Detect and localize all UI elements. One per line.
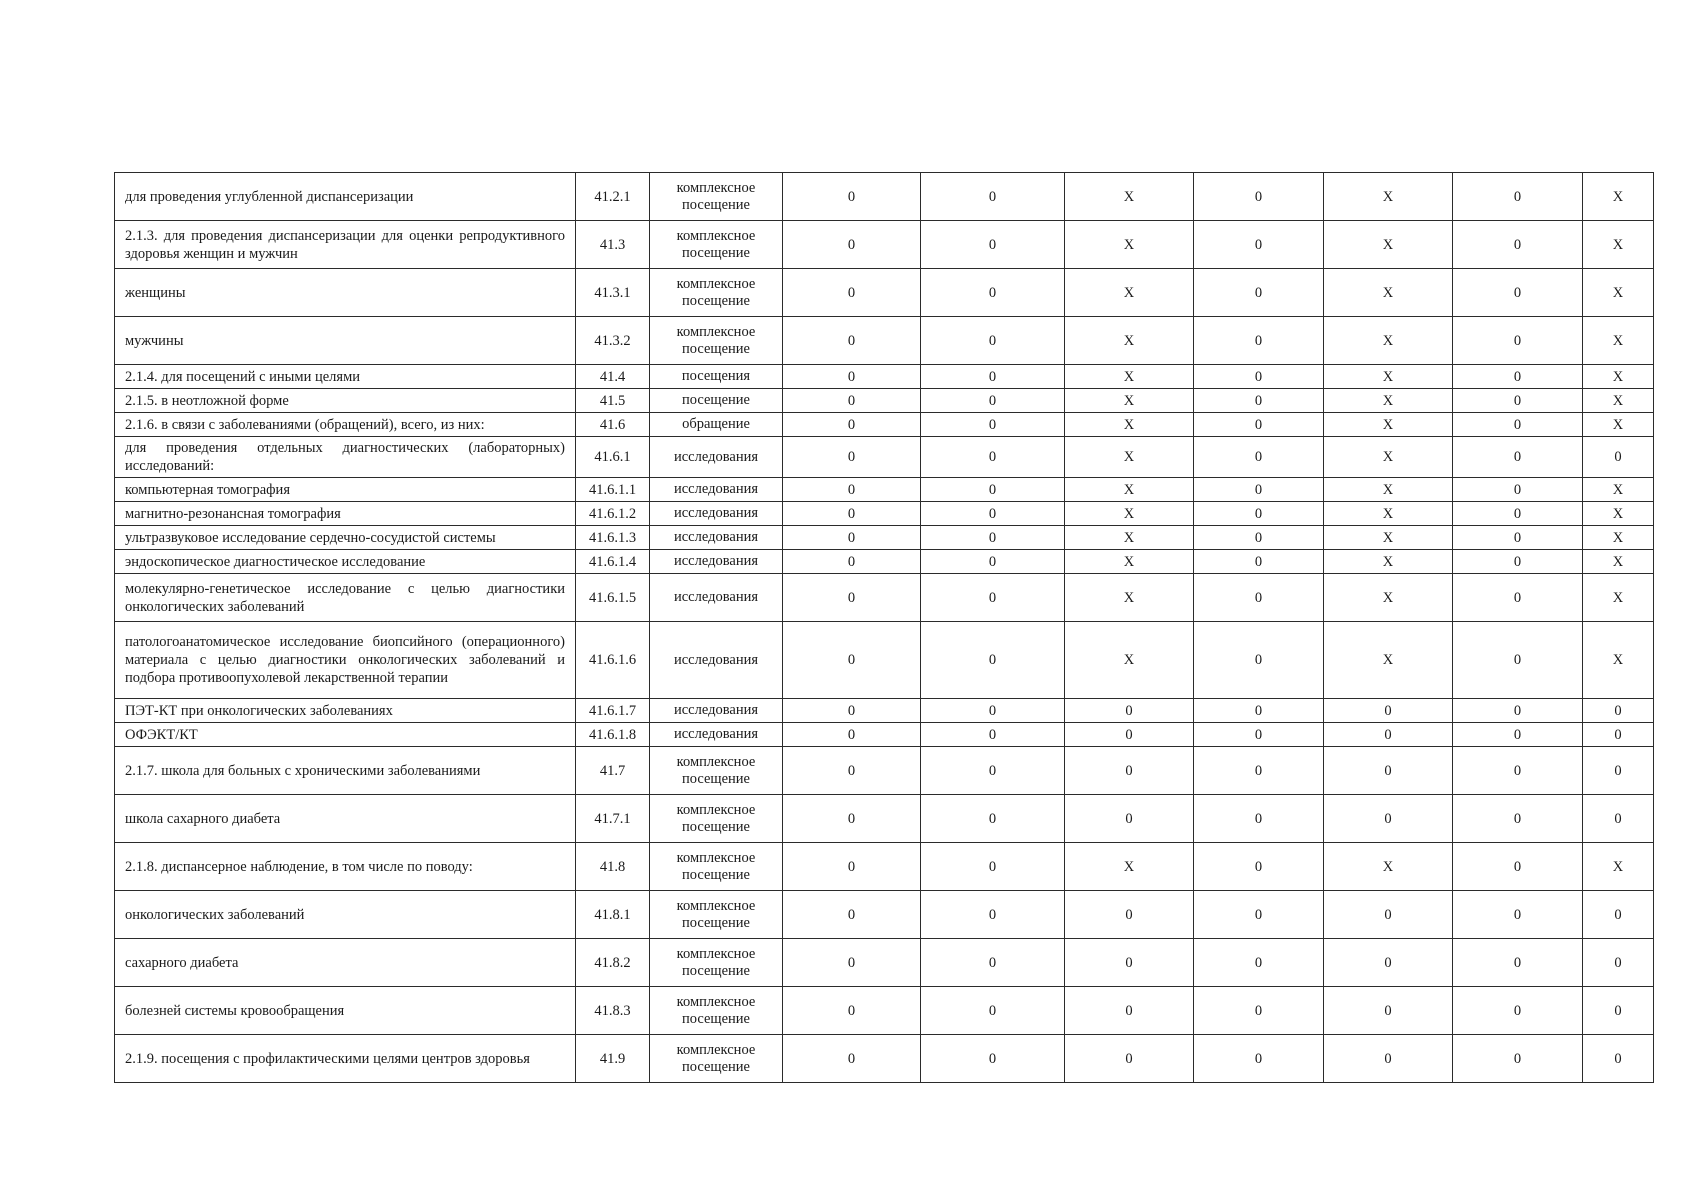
row-code-cell: 41.6.1.8 (576, 723, 650, 747)
row-unit-cell: посещения (650, 365, 783, 389)
row-value-cell: 0 (1453, 365, 1583, 389)
row-unit-cell: комплексное посещение (650, 843, 783, 891)
row-name-cell: компьютерная томография (115, 478, 576, 502)
row-value-cell: X (1065, 365, 1194, 389)
row-value-cell: 0 (783, 173, 921, 221)
table-row (115, 526, 1654, 550)
row-value-cell: 0 (1324, 747, 1453, 795)
row-name-cell: ОФЭКТ/КТ (115, 723, 576, 747)
row-code-cell: 41.6.1.7 (576, 699, 650, 723)
row-unit-cell: комплексное посещение (650, 891, 783, 939)
row-value-cell: X (1583, 173, 1654, 221)
row-value-cell: X (1583, 269, 1654, 317)
row-value-cell: 0 (1194, 478, 1324, 502)
data-table (114, 172, 1654, 1083)
row-value-cell: 0 (1453, 437, 1583, 478)
row-value-cell: 0 (1194, 221, 1324, 269)
row-value-cell: 0 (921, 502, 1065, 526)
row-value-cell: 0 (1324, 1035, 1453, 1083)
row-value-cell: X (1065, 389, 1194, 413)
row-value-cell: 0 (921, 987, 1065, 1035)
row-value-cell: 0 (1194, 550, 1324, 574)
row-value-cell: X (1583, 365, 1654, 389)
table-row (115, 317, 1654, 365)
row-code-cell: 41.8.3 (576, 987, 650, 1035)
row-value-cell: X (1324, 437, 1453, 478)
row-value-cell: 0 (1453, 502, 1583, 526)
row-value-cell: X (1065, 574, 1194, 622)
row-name-cell: 2.1.8. диспансерное наблюдение, в том числе по поводу: (115, 843, 576, 891)
row-code-cell: 41.9 (576, 1035, 650, 1083)
row-unit-cell: исследования (650, 723, 783, 747)
row-value-cell: 0 (783, 795, 921, 843)
row-value-cell: 0 (783, 317, 921, 365)
table-row (115, 747, 1654, 795)
row-value-cell: 0 (921, 891, 1065, 939)
row-value-cell: 0 (1453, 939, 1583, 987)
row-value-cell: X (1324, 622, 1453, 699)
row-value-cell: 0 (1194, 502, 1324, 526)
row-unit-cell: комплексное посещение (650, 221, 783, 269)
row-value-cell: 0 (921, 939, 1065, 987)
row-value-cell: 0 (1194, 269, 1324, 317)
row-code-cell: 41.3.2 (576, 317, 650, 365)
row-value-cell: 0 (1065, 795, 1194, 843)
row-code-cell: 41.8.2 (576, 939, 650, 987)
row-value-cell: 0 (1453, 1035, 1583, 1083)
row-value-cell: 0 (921, 723, 1065, 747)
table-row (115, 413, 1654, 437)
row-name-cell: ПЭТ-КТ при онкологических заболеваниях (115, 699, 576, 723)
row-value-cell: 0 (1453, 526, 1583, 550)
table-row (115, 723, 1654, 747)
row-value-cell: 0 (921, 437, 1065, 478)
row-name-cell: 2.1.7. школа для больных с хроническими заболеваниями (115, 747, 576, 795)
row-name-cell: магнитно-резонансная томография (115, 502, 576, 526)
row-value-cell: 0 (1194, 939, 1324, 987)
row-value-cell: X (1583, 317, 1654, 365)
row-value-cell: 0 (783, 550, 921, 574)
row-name-cell: ультразвуковое исследование сердечно-сосудистой системы (115, 526, 576, 550)
row-value-cell: 0 (1583, 747, 1654, 795)
row-unit-cell: исследования (650, 526, 783, 550)
row-name-cell: 2.1.6. в связи с заболеваниями (обращений), всего, из них: (115, 413, 576, 437)
row-value-cell: 0 (921, 550, 1065, 574)
row-unit-cell: комплексное посещение (650, 317, 783, 365)
row-value-cell: 0 (783, 269, 921, 317)
row-value-cell: 0 (1194, 526, 1324, 550)
row-value-cell: X (1324, 550, 1453, 574)
row-value-cell: X (1065, 173, 1194, 221)
row-value-cell: X (1583, 843, 1654, 891)
row-value-cell: 0 (1453, 389, 1583, 413)
row-value-cell: 0 (783, 221, 921, 269)
row-value-cell: 0 (1453, 550, 1583, 574)
row-value-cell: X (1065, 843, 1194, 891)
row-value-cell: 0 (921, 622, 1065, 699)
row-value-cell: 0 (783, 747, 921, 795)
row-value-cell: 0 (783, 699, 921, 723)
row-code-cell: 41.8.1 (576, 891, 650, 939)
row-value-cell: X (1065, 317, 1194, 365)
table-row (115, 437, 1654, 478)
row-value-cell: 0 (1324, 795, 1453, 843)
table-row (115, 502, 1654, 526)
row-code-cell: 41.7 (576, 747, 650, 795)
row-value-cell: 0 (1194, 317, 1324, 365)
row-value-cell: X (1065, 526, 1194, 550)
row-value-cell: X (1324, 269, 1453, 317)
row-value-cell: 0 (1194, 437, 1324, 478)
table-row (115, 221, 1654, 269)
row-unit-cell: обращение (650, 413, 783, 437)
row-value-cell: 0 (921, 843, 1065, 891)
row-unit-cell: комплексное посещение (650, 939, 783, 987)
row-value-cell: 0 (1583, 891, 1654, 939)
row-value-cell: 0 (1453, 987, 1583, 1035)
row-value-cell: 0 (921, 317, 1065, 365)
row-value-cell: 0 (921, 526, 1065, 550)
row-unit-cell: исследования (650, 550, 783, 574)
table-row (115, 574, 1654, 622)
table-row (115, 478, 1654, 502)
row-name-cell: 2.1.9. посещения с профилактическими целями центров здоровья (115, 1035, 576, 1083)
row-value-cell: 0 (1065, 1035, 1194, 1083)
table-row (115, 389, 1654, 413)
row-value-cell: 0 (1583, 795, 1654, 843)
row-unit-cell: исследования (650, 437, 783, 478)
row-value-cell: X (1065, 550, 1194, 574)
row-name-cell: для проведения углубленной диспансеризации (115, 173, 576, 221)
row-name-cell: школа сахарного диабета (115, 795, 576, 843)
row-value-cell: 0 (1453, 317, 1583, 365)
row-value-cell: 0 (783, 365, 921, 389)
row-value-cell: 0 (1453, 843, 1583, 891)
table-row (115, 1035, 1654, 1083)
table-row (115, 699, 1654, 723)
table-row (115, 173, 1654, 221)
row-code-cell: 41.8 (576, 843, 650, 891)
table-row (115, 365, 1654, 389)
row-code-cell: 41.2.1 (576, 173, 650, 221)
row-value-cell: 0 (1583, 939, 1654, 987)
table-row (115, 891, 1654, 939)
table-row (115, 622, 1654, 699)
row-value-cell: 0 (1194, 891, 1324, 939)
row-value-cell: X (1324, 317, 1453, 365)
row-value-cell: 0 (1324, 723, 1453, 747)
table-row (115, 939, 1654, 987)
row-value-cell: X (1065, 437, 1194, 478)
row-value-cell: 0 (921, 1035, 1065, 1083)
row-value-cell: X (1065, 221, 1194, 269)
row-value-cell: 0 (921, 389, 1065, 413)
row-unit-cell: исследования (650, 502, 783, 526)
row-value-cell: 0 (783, 437, 921, 478)
row-value-cell: 0 (921, 478, 1065, 502)
row-value-cell: 0 (1194, 843, 1324, 891)
row-value-cell: 0 (1194, 622, 1324, 699)
row-code-cell: 41.6 (576, 413, 650, 437)
row-value-cell: 0 (1453, 574, 1583, 622)
row-value-cell: X (1324, 413, 1453, 437)
row-value-cell: 0 (1194, 413, 1324, 437)
row-value-cell: 0 (1583, 1035, 1654, 1083)
row-value-cell: X (1324, 221, 1453, 269)
row-unit-cell: посещение (650, 389, 783, 413)
row-value-cell: 0 (1453, 891, 1583, 939)
row-value-cell: X (1583, 478, 1654, 502)
row-value-cell: X (1583, 550, 1654, 574)
row-value-cell: X (1583, 502, 1654, 526)
row-code-cell: 41.4 (576, 365, 650, 389)
row-value-cell: 0 (1583, 723, 1654, 747)
row-value-cell: X (1065, 502, 1194, 526)
row-value-cell: 0 (1453, 795, 1583, 843)
row-name-cell: мужчины (115, 317, 576, 365)
row-code-cell: 41.7.1 (576, 795, 650, 843)
row-code-cell: 41.6.1.2 (576, 502, 650, 526)
row-value-cell: 0 (921, 173, 1065, 221)
row-value-cell: 0 (1453, 413, 1583, 437)
row-value-cell: X (1583, 413, 1654, 437)
row-value-cell: 0 (783, 723, 921, 747)
row-code-cell: 41.6.1.1 (576, 478, 650, 502)
row-code-cell: 41.6.1.6 (576, 622, 650, 699)
row-value-cell: 0 (1324, 939, 1453, 987)
row-value-cell: 0 (1065, 891, 1194, 939)
row-unit-cell: комплексное посещение (650, 173, 783, 221)
row-value-cell: 0 (1453, 269, 1583, 317)
row-unit-cell: исследования (650, 574, 783, 622)
row-name-cell: женщины (115, 269, 576, 317)
row-unit-cell: комплексное посещение (650, 269, 783, 317)
row-value-cell: 0 (1065, 939, 1194, 987)
table-row (115, 987, 1654, 1035)
row-value-cell: X (1583, 622, 1654, 699)
row-value-cell: X (1324, 502, 1453, 526)
row-unit-cell: комплексное посещение (650, 987, 783, 1035)
row-value-cell: 0 (921, 221, 1065, 269)
row-value-cell: 0 (921, 574, 1065, 622)
row-value-cell: 0 (921, 413, 1065, 437)
row-value-cell: 0 (1194, 699, 1324, 723)
row-code-cell: 41.6.1.3 (576, 526, 650, 550)
row-code-cell: 41.3.1 (576, 269, 650, 317)
row-value-cell: 0 (783, 478, 921, 502)
row-name-cell: онкологических заболеваний (115, 891, 576, 939)
table-row (115, 843, 1654, 891)
row-value-cell: 0 (1453, 723, 1583, 747)
row-value-cell: X (1065, 478, 1194, 502)
row-value-cell: 0 (1065, 987, 1194, 1035)
row-name-cell: 2.1.4. для посещений с иными целями (115, 365, 576, 389)
row-name-cell: эндоскопическое диагностическое исследование (115, 550, 576, 574)
row-value-cell: X (1324, 389, 1453, 413)
row-value-cell: 0 (921, 747, 1065, 795)
row-unit-cell: комплексное посещение (650, 795, 783, 843)
row-value-cell: 0 (1194, 795, 1324, 843)
row-value-cell: 0 (1194, 574, 1324, 622)
row-value-cell: 0 (783, 502, 921, 526)
row-value-cell: 0 (783, 622, 921, 699)
row-value-cell: 0 (921, 795, 1065, 843)
row-value-cell: 0 (1453, 173, 1583, 221)
row-unit-cell: исследования (650, 699, 783, 723)
row-unit-cell: исследования (650, 622, 783, 699)
row-name-cell: молекулярно-генетическое исследование с целью диагностики онкологических заболеваний (115, 574, 576, 622)
row-value-cell: 0 (1324, 987, 1453, 1035)
row-value-cell: 0 (783, 389, 921, 413)
row-value-cell: 0 (783, 891, 921, 939)
row-value-cell: 0 (1194, 365, 1324, 389)
row-name-cell: 2.1.5. в неотложной форме (115, 389, 576, 413)
row-unit-cell: исследования (650, 478, 783, 502)
row-value-cell: X (1583, 526, 1654, 550)
row-value-cell: 0 (783, 987, 921, 1035)
row-value-cell: X (1324, 526, 1453, 550)
row-value-cell: 0 (783, 526, 921, 550)
row-value-cell: 0 (1324, 699, 1453, 723)
row-value-cell: 0 (921, 699, 1065, 723)
row-unit-cell: комплексное посещение (650, 1035, 783, 1083)
row-value-cell: 0 (1194, 723, 1324, 747)
row-value-cell: 0 (1194, 987, 1324, 1035)
row-value-cell: 0 (1065, 723, 1194, 747)
row-value-cell: 0 (1583, 987, 1654, 1035)
row-value-cell: 0 (1194, 389, 1324, 413)
table-body (115, 173, 1654, 1083)
row-value-cell: X (1324, 574, 1453, 622)
row-name-cell: для проведения отдельных диагностических (лабораторных) исследований: (115, 437, 576, 478)
row-value-cell: 0 (1194, 1035, 1324, 1083)
row-value-cell: 0 (1453, 699, 1583, 723)
row-value-cell: X (1065, 269, 1194, 317)
row-name-cell: 2.1.3. для проведения диспансеризации для оценки репродуктивного здоровья женщин и мужчин (115, 221, 576, 269)
row-value-cell: 0 (1453, 221, 1583, 269)
row-value-cell: 0 (783, 939, 921, 987)
row-code-cell: 41.6.1 (576, 437, 650, 478)
row-code-cell: 41.3 (576, 221, 650, 269)
row-value-cell: X (1324, 843, 1453, 891)
row-value-cell: X (1583, 574, 1654, 622)
row-value-cell: X (1065, 413, 1194, 437)
row-value-cell: 0 (1453, 478, 1583, 502)
row-value-cell: 0 (1065, 747, 1194, 795)
row-value-cell: X (1583, 389, 1654, 413)
row-code-cell: 41.6.1.4 (576, 550, 650, 574)
row-code-cell: 41.5 (576, 389, 650, 413)
row-value-cell: 0 (1583, 437, 1654, 478)
row-value-cell: X (1324, 173, 1453, 221)
row-value-cell: 0 (783, 1035, 921, 1083)
row-value-cell: 0 (1194, 173, 1324, 221)
row-value-cell: 0 (921, 365, 1065, 389)
row-value-cell: 0 (783, 413, 921, 437)
row-unit-cell: комплексное посещение (650, 747, 783, 795)
row-name-cell: болезней системы кровообращения (115, 987, 576, 1035)
row-value-cell: 0 (1583, 699, 1654, 723)
row-code-cell: 41.6.1.5 (576, 574, 650, 622)
row-value-cell: 0 (783, 843, 921, 891)
row-value-cell: X (1065, 622, 1194, 699)
table-row (115, 269, 1654, 317)
row-value-cell: 0 (1453, 747, 1583, 795)
row-name-cell: патологоанатомическое исследование биопсийного (операционного) материала с целью диагностики онкологических заболеваний и подбора противоопухолевой лекарственной терапии (115, 622, 576, 699)
row-value-cell: X (1324, 365, 1453, 389)
row-value-cell: X (1583, 221, 1654, 269)
row-value-cell: 0 (1065, 699, 1194, 723)
row-value-cell: 0 (1324, 891, 1453, 939)
row-value-cell: X (1324, 478, 1453, 502)
row-value-cell: 0 (783, 574, 921, 622)
table-row (115, 795, 1654, 843)
row-name-cell: сахарного диабета (115, 939, 576, 987)
row-value-cell: 0 (921, 269, 1065, 317)
row-value-cell: 0 (1194, 747, 1324, 795)
table-row (115, 550, 1654, 574)
row-value-cell: 0 (1453, 622, 1583, 699)
